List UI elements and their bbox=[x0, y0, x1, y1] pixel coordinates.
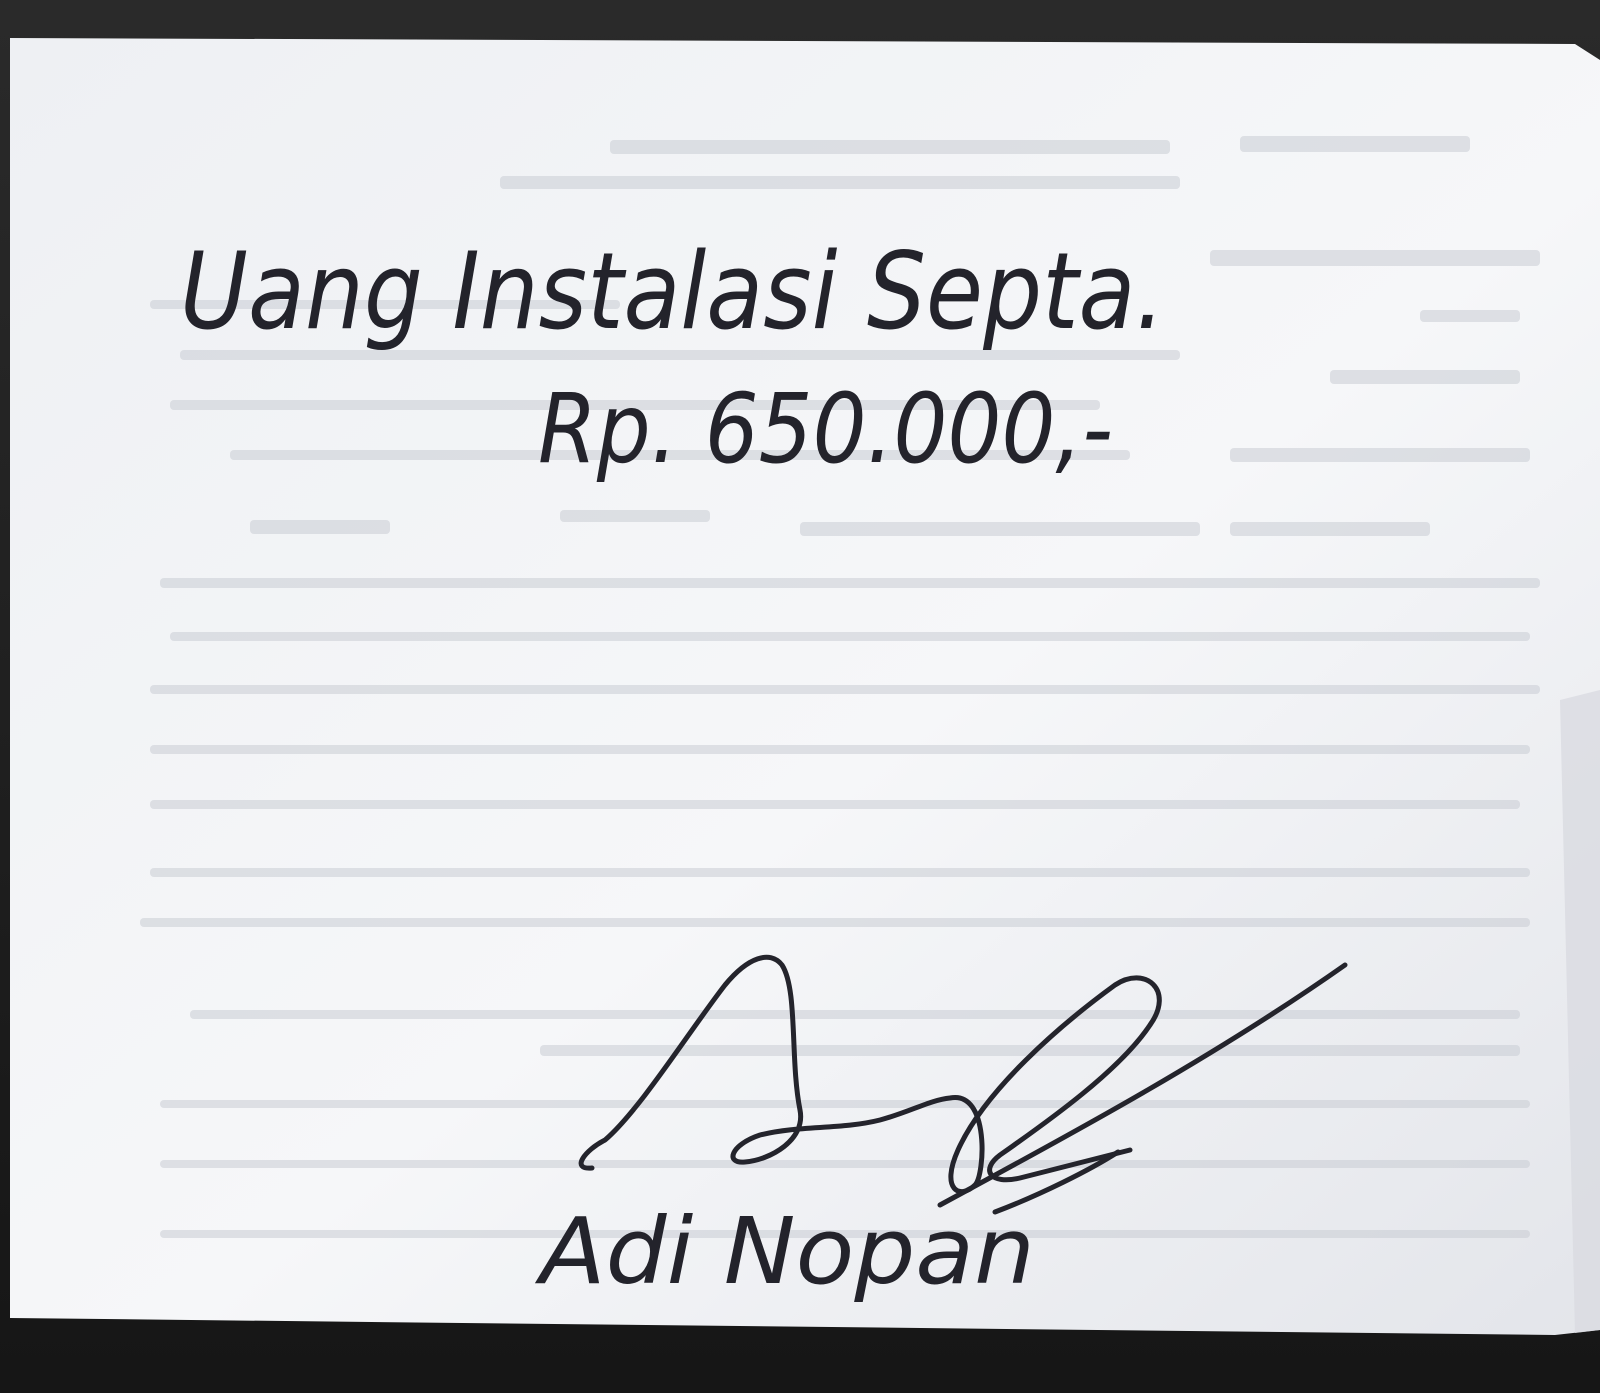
note-amount: Rp. 650.000,- bbox=[538, 373, 1113, 485]
signer-name: Adi Nopan bbox=[534, 1198, 1035, 1305]
note-line-1: Uang Instalasi Septa. bbox=[180, 230, 1165, 353]
